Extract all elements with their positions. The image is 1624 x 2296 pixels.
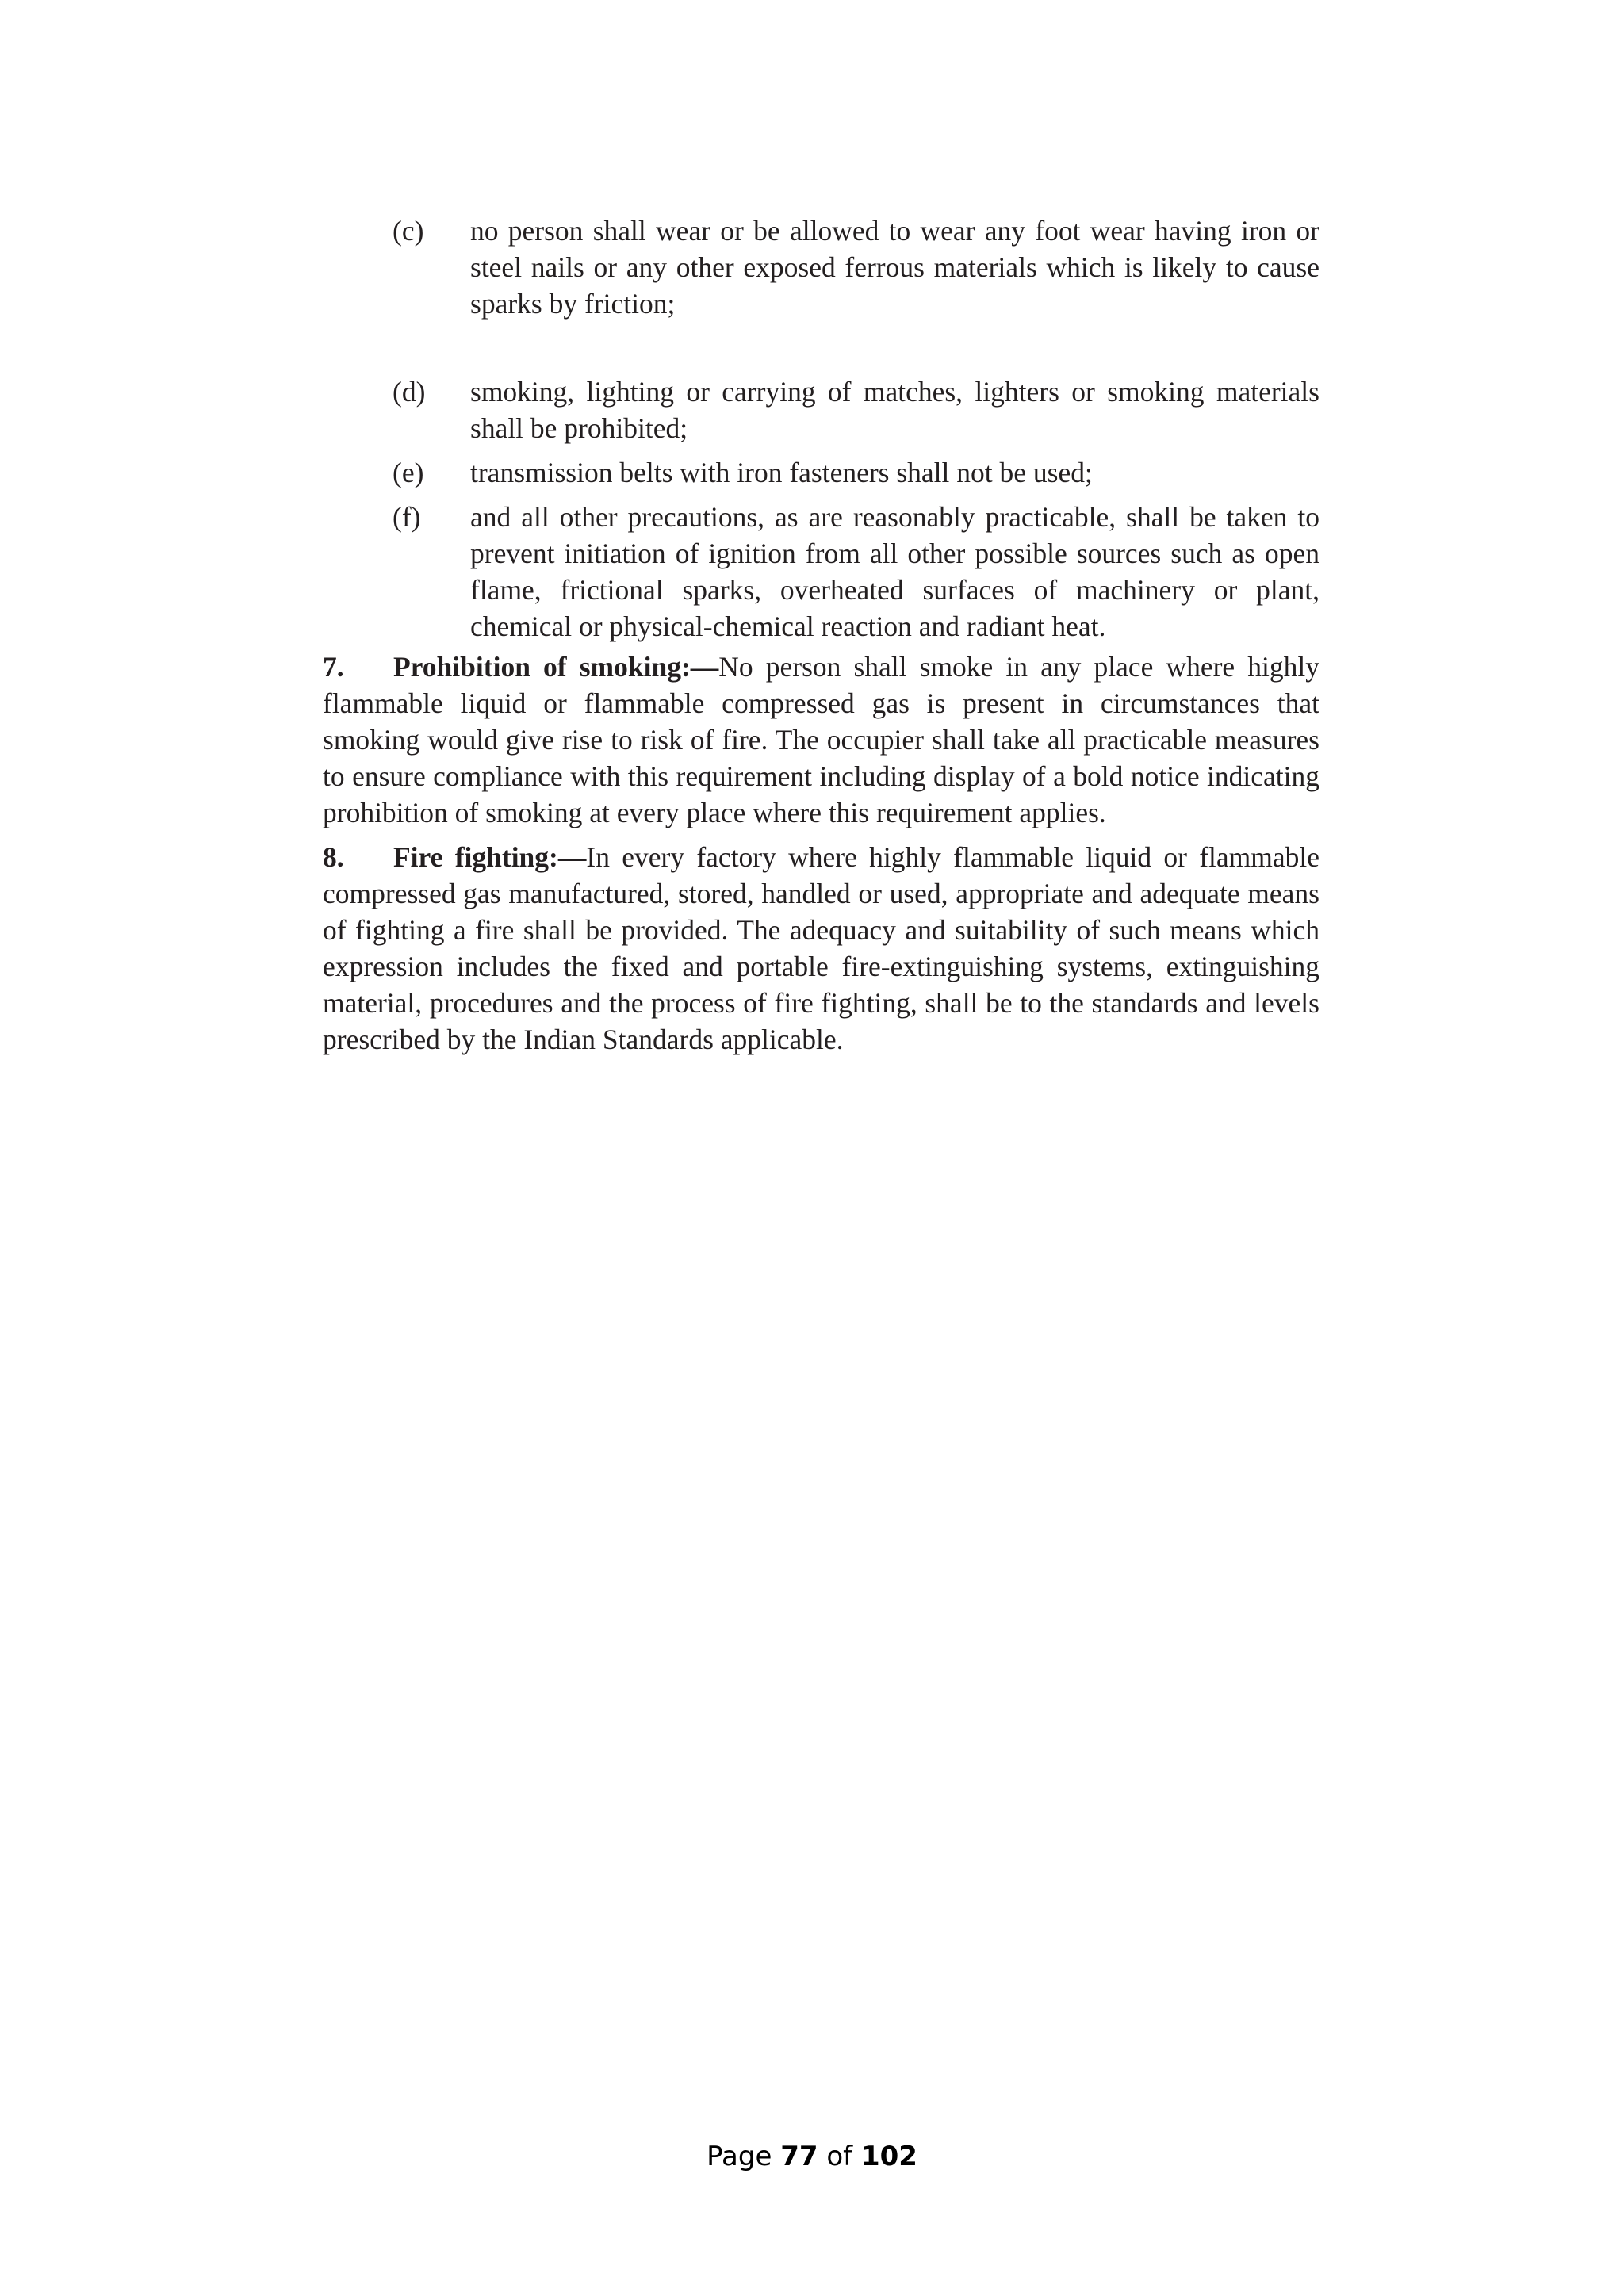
list-item-text: transmission belts with iron fasteners shall not be used;	[470, 457, 1093, 488]
current-page-number: 77	[780, 2141, 818, 2172]
section-heading: Fire fighting:—	[393, 841, 587, 873]
list-item-text: and all other precautions, as are reasonably practicable, shall be taken to prevent initiation of ignition from all other possible sources such as open flame, frictional sparks, overheated surfaces of machinery or plant, chemical or physical-chemical reaction and radiant heat.	[470, 501, 1320, 642]
section-number: 7.	[323, 651, 344, 683]
list-item-text: smoking, lighting or carrying of matches, lighters or smoking materials shall be prohibited;	[470, 376, 1320, 444]
list-marker: (e)	[393, 457, 424, 488]
section-heading: Prohibition of smoking:—	[393, 651, 719, 683]
page-footer	[0, 2139, 1624, 2174]
section-prohibition-of-smoking	[323, 649, 1320, 831]
list-item-f	[323, 499, 1320, 645]
list-marker: (d)	[393, 376, 426, 408]
section-text: In every factory where highly flammable liquid or flammable compressed gas manufactured, stored, handled or used, appropriate and adequate means of fighting a fire shall be provided. The adequacy and suitability of such means which expression includes the fixed and portable fire-extinguishing systems, extinguishing material, procedures and the process of fire fighting, shall be to the standards and levels prescribed by the Indian Standards applicable.	[323, 841, 1320, 1055]
list-item-d	[323, 373, 1320, 446]
section-text: No person shall smoke in any place where highly flammable liquid or flammable compressed gas is present in circumstances that smoking would give rise to risk of fire. The occupier shall take all practicable measures to ensure compliance with this requirement including display of a bold notice indicating prohibition of smoking at every place where this requirement applies.	[323, 651, 1320, 828]
total-page-count: 102	[860, 2141, 917, 2172]
list-marker: (f)	[393, 501, 421, 533]
page-separator: of	[826, 2141, 853, 2172]
list-item-text: no person shall wear or be allowed to wear any foot wear having iron or steel nails or any other exposed ferrous materials which is likely to cause sparks by friction;	[470, 215, 1320, 320]
list-marker: (c)	[393, 215, 424, 247]
list-item-c	[323, 212, 1320, 322]
section-fire-fighting	[323, 839, 1320, 1058]
list-item-e	[323, 454, 1320, 491]
page-content	[323, 212, 1320, 1058]
section-number: 8.	[323, 841, 344, 873]
page-label: Page	[707, 2141, 772, 2172]
